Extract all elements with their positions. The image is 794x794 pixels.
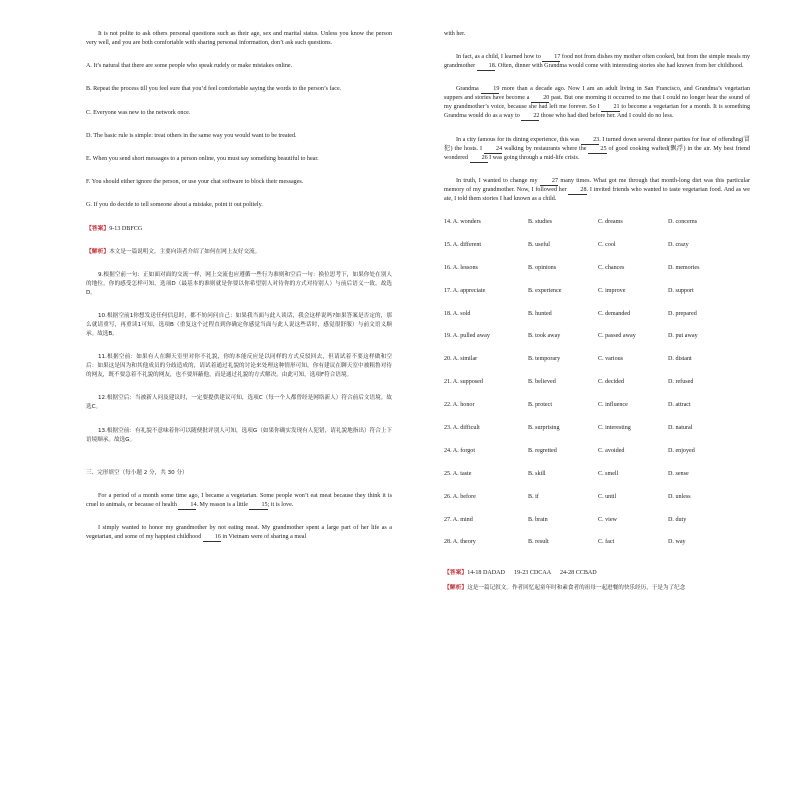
option-item: G. If you do decide to tell someone about a mistake, point it out politely.	[86, 202, 263, 209]
option-cell: C. various	[598, 356, 624, 363]
option-cell: 28. A. theory	[444, 539, 476, 546]
analysis-text: 这是一篇记叙文。作者回忆起童年时和素食者的祖母一起进餐的快乐经历，于是为了纪念	[467, 585, 686, 592]
blank-number: 19	[481, 86, 499, 94]
cloze-paragraph	[444, 136, 750, 163]
cloze-paragraph	[86, 492, 392, 510]
answer-text: 14-18 DADAD 19-23 CDCAA 24-28 CCBAD	[467, 570, 597, 577]
option-cell: D. enjoyed	[668, 447, 695, 454]
blank-number: 16	[203, 534, 221, 542]
option-item: F. You should either ignore the person, or use your chat software to block their messages.	[86, 179, 304, 186]
explanation-item: 11.根据空前：如果有人在聊天室里对你不礼貌，你的本能反应是以同样的方式反驳回去，但请试着不要这样做和空后：如果这是因为和其他成员的分歧造成的，请试着通过礼貌的讨论来处理这种情形可知，你有建议在聊天室中被粗鲁对待的网友，既不要急着不礼貌的网友，也不要屏蔽他，而是通过礼貌的方式解决。由此可知，选项F符合语境。	[86, 354, 392, 379]
section-title: 三、完形填空（每小题 2 分，共 30 分）	[86, 469, 188, 476]
option-row	[444, 493, 750, 516]
option-cell: D. memories	[668, 264, 700, 271]
option-item: A. It’s natural that there are some people who speak rudely or make mistakes online.	[86, 63, 293, 70]
option-cell: 27. A. mind	[444, 516, 473, 523]
option-row	[444, 218, 750, 241]
option-row	[444, 264, 750, 287]
option-cell: 15. A. different	[444, 241, 482, 248]
left-column	[86, 30, 392, 556]
option-item: C. Everyone was new to the network once.	[86, 109, 191, 116]
option-cell: D. refused	[668, 379, 694, 386]
option-row	[444, 470, 750, 493]
option-row	[444, 310, 750, 333]
option-row	[444, 516, 750, 539]
text-run: to become a vegetarian for a month. It is something Grandma would do as a way to	[444, 104, 751, 120]
option-cell: B. protect	[528, 402, 553, 409]
cloze-paragraph	[444, 53, 750, 71]
option-cell: 18. A. sold	[444, 310, 471, 317]
option-cell: C. view	[598, 516, 617, 523]
reading-intro: It is not polite to ask others personal questions such as their age, sex and marital status. Unless you know the person very well, and you are both comfortable with sharing personal information, don’t ask such questions.	[86, 31, 392, 46]
text-run: . I invited friends who wanted to taste vegetarian food. And as we ate, I told them stories I had known as a child.	[444, 186, 750, 202]
option-cell: C. chances	[598, 264, 625, 271]
text-run: food not from dishes my mother often cooked, but from the simple meals my grandmother	[444, 54, 750, 70]
option-cell: B. believed	[528, 379, 556, 386]
option-cell: 14. A. wonders	[444, 218, 481, 225]
text-run: . My reason is a little	[196, 501, 250, 508]
option-row	[444, 378, 750, 401]
analysis-line	[444, 584, 750, 593]
explanation-item: 10.根据空前1你想发送任何信息时，都不妨问问自己：如果我当面与此人谈话，我会这样说吗?如果答案是否定的，那么就请重写，再重读1可知，选项B（重复这个过程直到你确定你感觉当面与此人说这些话时，感觉很舒服）与前文语义顺承。故选B。	[86, 313, 392, 338]
option-cell: C. smell	[598, 470, 619, 477]
option-cell: C. decided	[598, 379, 625, 386]
option-cell: B. opinions	[528, 264, 557, 271]
option-cell: B. result	[528, 539, 549, 546]
cloze-paragraph	[444, 177, 750, 204]
option-row	[444, 241, 750, 264]
answer-line	[86, 225, 392, 234]
blank-number: 14	[178, 502, 196, 510]
blank-number: 18	[477, 63, 495, 71]
option-cell: C. demanded	[598, 310, 631, 317]
option-row	[444, 538, 750, 561]
blank-number: 22	[521, 113, 539, 121]
option-cell: C. influence	[598, 402, 628, 409]
option-cell: D. put away	[668, 333, 698, 340]
option-cell: D. sense	[668, 470, 689, 477]
option-cell: B. temporary	[528, 356, 561, 363]
text-run: . Often, dinner with Grandma would come with interesting stories she had known from her childhood.	[494, 63, 744, 70]
analysis-line	[86, 248, 392, 257]
option-cell: D. duty	[668, 516, 687, 523]
option-row	[444, 332, 750, 355]
answer-text: 9-13 DBFCG	[109, 225, 143, 232]
option-row	[444, 401, 750, 424]
option-cell: B. surprising	[528, 424, 560, 431]
blank-number: 25	[588, 146, 606, 154]
cloze-paragraph	[86, 524, 392, 542]
right-column	[444, 30, 750, 607]
explanation-item: 12.根据空后：当被新人问及建议时，一定要提供建议可知，选项C（每一个人都曾经是网络新人）符合前后文语境。故选C。	[86, 395, 392, 411]
text-run: those who had died before her. And I could do no less.	[539, 113, 674, 120]
text-run: In truth, I wanted to change my	[456, 177, 540, 184]
blank-number: 17	[542, 54, 560, 62]
option-cell: D. unless	[668, 493, 691, 500]
option-row	[444, 355, 750, 378]
option-cell: B. brain	[528, 516, 548, 523]
option-cell: B. regretted	[528, 447, 557, 454]
text-run: more than a decade ago. Now I am an adult living in San Francisco, and Grandma’s vegetarian suppers and stories have become a	[444, 86, 750, 102]
text-run: Grandma	[456, 86, 482, 93]
analysis-tag: 【解析】	[444, 585, 468, 592]
seven-choice-options	[86, 62, 392, 210]
option-cell: D. distant	[668, 356, 692, 363]
option-cell: C. until	[598, 493, 617, 500]
option-cell: B. took away	[528, 333, 561, 340]
option-cell: D. support	[668, 287, 694, 294]
option-cell: 26. A. before	[444, 493, 476, 500]
option-cell: B. skill	[528, 470, 546, 477]
option-cell: B. experience	[528, 287, 562, 294]
text-run: I was going through a mid-life crisis.	[487, 154, 580, 161]
option-cell: 21. A. supposed	[444, 379, 483, 386]
option-cell: D. prepared	[668, 310, 697, 317]
option-cell: C. fact	[598, 539, 615, 546]
option-cell: C. interesting	[598, 424, 631, 431]
option-item: D. The basic rule is simple: treat others in the same way you would want to be treated.	[86, 132, 297, 139]
option-cell: 17. A. appreciate	[444, 287, 486, 294]
text-run: . I turned down several dinner parties for fear of offending(冒犯) the hosts. I	[444, 136, 750, 152]
option-cell: D. concerns	[668, 218, 698, 225]
option-cell: C. cool	[598, 241, 616, 248]
option-cell: C. dreams	[598, 218, 623, 225]
option-cell: C. improve	[598, 287, 626, 294]
option-cell: 22. A. honor	[444, 402, 475, 409]
option-cell: B. hunted	[528, 310, 552, 317]
option-row	[444, 424, 750, 447]
option-cell: 24. A. forgot	[444, 447, 476, 454]
blank-number: 20	[531, 95, 549, 103]
blank-number: 27	[540, 178, 558, 186]
option-cell: D. natural	[668, 424, 693, 431]
cloze-paragraph	[444, 85, 750, 121]
option-cell: B. useful	[528, 241, 551, 248]
text-run: in Vietnam were of sharing a meal	[220, 534, 307, 540]
text-run: past. But one morning it occurred to me that I could no longer hear the sound of my grandmother’s voice, because she had left me forever. So I	[444, 95, 750, 111]
option-cell: C. passed away	[598, 333, 636, 340]
analysis-tag: 【解析】	[86, 248, 110, 255]
option-cell: D. crazy	[668, 241, 689, 248]
option-cell: 16. A. lessons	[444, 264, 478, 271]
text-run: walking by restaurants where the	[502, 145, 589, 152]
text-run: many times. What got me through that month-long diet was this particular memory of my grandmother. Now, I followed her	[444, 177, 750, 193]
blank-number: 26	[470, 155, 488, 163]
answer-line	[444, 569, 750, 578]
option-row	[444, 287, 750, 310]
option-cell: D. attract	[668, 402, 691, 409]
explanations	[86, 271, 392, 445]
option-cell: B. studies	[528, 218, 553, 225]
explanation-item: 13.根据空前：有礼貌不意味着你可以随便批评别人可知，选项G（如果你确实发现有人犯错，请礼貌地指出）符合上下语境顺承。故选G。	[86, 427, 392, 443]
answer-tag: 【答案】	[444, 570, 468, 577]
option-cell: C. avoided	[598, 447, 625, 454]
cloze-options-table	[444, 218, 750, 561]
text-run: For a period of a month some time ago, I became a vegetarian. Some people won’t eat meat because they think it is cruel to animals, or because of health	[86, 492, 392, 508]
option-row	[444, 447, 750, 470]
text-run: of good cooking wafted(飘浮) in the air. My best friend wondered	[444, 145, 750, 161]
cloze-paragraph: with her.	[444, 31, 466, 37]
blank-number: 24	[484, 146, 502, 154]
blank-number: 21	[601, 104, 619, 112]
option-cell: 23. A. difficult	[444, 424, 480, 431]
option-cell: D. way	[668, 539, 686, 546]
blank-number: 15	[249, 502, 267, 510]
analysis-text: 本文是一篇说明文。主要向读者介绍了如何在网上友好交流。	[109, 248, 261, 255]
option-cell: B. if	[528, 493, 539, 500]
blank-number: 28	[568, 187, 586, 195]
explanation-item: 9.根据空前一句：正如面对面的交流一样，网上交流也应遵循一些行为准则和空后一句：换位思考下，如果你处在别人的地位，你的感受怎样可知，选项D（最基本的准则就是你要以你希望别人对待你的方式对待别人）与前后语义一致。故选D。	[86, 271, 392, 296]
text-run: ; it is love.	[267, 501, 294, 508]
answer-tag: 【答案】	[86, 225, 110, 232]
text-run: In a city famous for its dining experience, this was	[456, 136, 582, 143]
option-item: B. Repeat the process till you feel sure that you’d feel comfortable saying the words to the person’s face.	[86, 86, 342, 93]
option-cell: 19. A. pulled away	[444, 333, 490, 340]
option-item: E. When you send short messages to a person online, you must say something beautiful to hear.	[86, 155, 319, 162]
text-run: I simply wanted to honor my grandmother by not eating meat. My grandmother spent a large part of her life as a vegetarian, and some of my happiest childhood	[86, 525, 392, 540]
blank-number: 23	[581, 137, 599, 145]
option-cell: 25. A. taste	[444, 470, 472, 477]
option-cell: 20. A. similar	[444, 356, 478, 363]
text-run: In fact, as a child, I learned how to	[456, 54, 543, 61]
